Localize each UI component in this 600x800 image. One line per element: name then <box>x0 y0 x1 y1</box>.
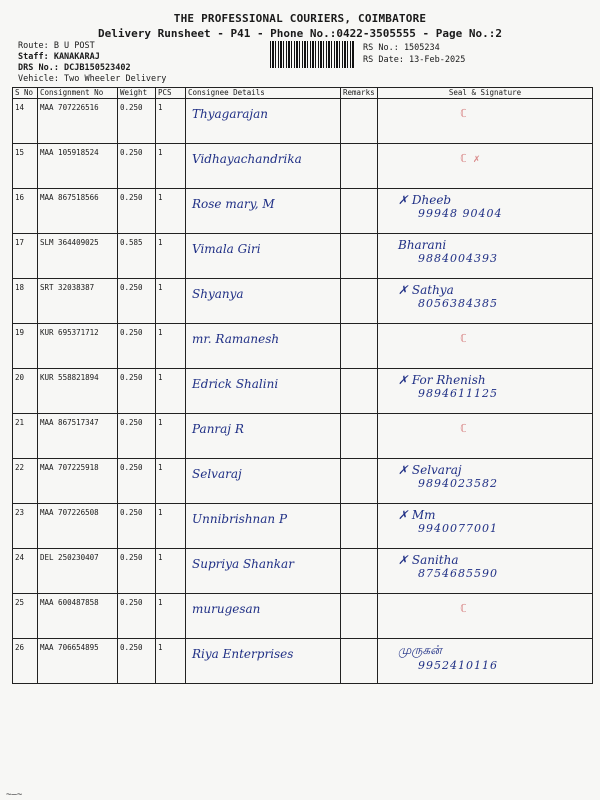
rs-no-label: RS No.: 1505234 <box>363 43 440 53</box>
cell-remarks <box>341 414 378 459</box>
recipient-phone: 9952410116 <box>418 659 498 672</box>
table-row <box>13 324 593 369</box>
cell-weight: 0.250 <box>118 324 156 369</box>
stamp-mark: ℂ <box>460 602 467 615</box>
cell-sno: 14 <box>13 99 38 144</box>
cell-sno: 21 <box>13 414 38 459</box>
signature: ✗ Sathya <box>398 283 454 297</box>
table-row <box>13 279 593 324</box>
route-label: Route: B U POST <box>18 41 95 51</box>
cell-weight: 0.250 <box>118 414 156 459</box>
cell-remarks <box>341 459 378 504</box>
cell-pcs: 1 <box>156 324 186 369</box>
cell-pcs: 1 <box>156 504 186 549</box>
cell-pcs: 1 <box>156 99 186 144</box>
recipient-phone: 9894611125 <box>418 387 498 400</box>
consignee-handwriting: Rose mary, M <box>192 197 275 211</box>
table-row <box>13 414 593 459</box>
consignee-handwriting: Thyagarajan <box>192 107 268 121</box>
stamp-mark: ℂ ✗ <box>460 152 480 165</box>
cell-consignment-no: KUR 695371712 <box>38 324 118 369</box>
cell-consignment-no: MAA 707226508 <box>38 504 118 549</box>
cell-sno: 18 <box>13 279 38 324</box>
cell-consignee <box>186 369 341 414</box>
cell-seal-signature <box>378 324 593 369</box>
cell-seal-signature <box>378 414 593 459</box>
cell-weight: 0.250 <box>118 594 156 639</box>
consignee-handwriting: Panraj R <box>192 422 244 436</box>
consignee-handwriting: Selvaraj <box>192 467 242 481</box>
footer-scribble: ~—~ <box>6 790 23 800</box>
cell-pcs: 1 <box>156 369 186 414</box>
barcode <box>270 41 355 68</box>
cell-seal-signature <box>378 549 593 594</box>
table-row <box>13 549 593 594</box>
cell-consignment-no: MAA 707226516 <box>38 99 118 144</box>
cell-consignee <box>186 549 341 594</box>
runsheet-table <box>12 87 593 684</box>
cell-consignee <box>186 234 341 279</box>
rs-date-label: RS Date: 13-Feb-2025 <box>363 55 466 65</box>
cell-consignee <box>186 504 341 549</box>
cell-seal-signature <box>378 189 593 234</box>
cell-remarks <box>341 144 378 189</box>
cell-sno: 20 <box>13 369 38 414</box>
cell-sno: 24 <box>13 549 38 594</box>
col-remarks: Remarks <box>341 88 378 99</box>
company-title: THE PROFESSIONAL COURIERS, COIMBATORE <box>173 12 427 25</box>
table-header-row <box>13 88 593 99</box>
cell-weight: 0.585 <box>118 234 156 279</box>
cell-sno: 19 <box>13 324 38 369</box>
consignee-handwriting: mr. Ramanesh <box>192 332 280 346</box>
cell-consignment-no: SRT 32038387 <box>38 279 118 324</box>
table-row <box>13 459 593 504</box>
cell-consignee <box>186 324 341 369</box>
stamp-mark: ℂ <box>460 332 467 345</box>
cell-consignment-no: MAA 707225918 <box>38 459 118 504</box>
table-row <box>13 369 593 414</box>
consignee-handwriting: murugesan <box>192 602 261 616</box>
cell-sno: 16 <box>13 189 38 234</box>
stamp-mark: ℂ <box>460 107 467 120</box>
cell-consignment-no: MAA 867518566 <box>38 189 118 234</box>
cell-seal-signature <box>378 504 593 549</box>
cell-seal-signature <box>378 594 593 639</box>
table-row <box>13 594 593 639</box>
cell-seal-signature <box>378 369 593 414</box>
cell-weight: 0.250 <box>118 549 156 594</box>
cell-pcs: 1 <box>156 279 186 324</box>
recipient-phone: 8754685590 <box>418 567 498 580</box>
cell-consignee <box>186 639 341 684</box>
cell-remarks <box>341 594 378 639</box>
cell-consignment-no: DEL 250230407 <box>38 549 118 594</box>
cell-consignee <box>186 189 341 234</box>
cell-weight: 0.250 <box>118 504 156 549</box>
consignee-handwriting: Supriya Shankar <box>192 557 294 571</box>
cell-seal-signature <box>378 234 593 279</box>
table-row <box>13 504 593 549</box>
cell-seal-signature <box>378 459 593 504</box>
cell-pcs: 1 <box>156 639 186 684</box>
cell-pcs: 1 <box>156 459 186 504</box>
table-row <box>13 234 593 279</box>
consignee-handwriting: Vimala Giri <box>192 242 261 256</box>
cell-consignment-no: KUR 558821894 <box>38 369 118 414</box>
cell-consignment-no: MAA 600487858 <box>38 594 118 639</box>
signature: ✗ Sanitha <box>398 553 459 567</box>
cell-remarks <box>341 99 378 144</box>
recipient-phone: 9940077001 <box>418 522 498 535</box>
cell-remarks <box>341 279 378 324</box>
consignee-handwriting: Edrick Shalini <box>192 377 279 391</box>
cell-remarks <box>341 639 378 684</box>
signature: ✗ Dheeb <box>398 193 452 207</box>
consignee-handwriting: Vidhayachandrika <box>192 152 302 166</box>
cell-consignee <box>186 414 341 459</box>
cell-weight: 0.250 <box>118 144 156 189</box>
recipient-phone: 9894023582 <box>418 477 498 490</box>
cell-remarks <box>341 549 378 594</box>
col-pcs: PCS <box>156 88 186 99</box>
cell-consignee <box>186 144 341 189</box>
cell-weight: 0.250 <box>118 459 156 504</box>
consignee-handwriting: Shyanya <box>192 287 244 301</box>
stamp-mark: ℂ <box>460 422 467 435</box>
cell-pcs: 1 <box>156 594 186 639</box>
cell-sno: 26 <box>13 639 38 684</box>
cell-seal-signature <box>378 99 593 144</box>
cell-weight: 0.250 <box>118 99 156 144</box>
table-row <box>13 639 593 684</box>
vehicle-label: Vehicle: Two Wheeler Delivery <box>18 74 167 84</box>
cell-consignment-no: MAA 867517347 <box>38 414 118 459</box>
signature: ✗ Selvaraj <box>398 463 462 477</box>
col-consignee: Consignee Details <box>186 88 341 99</box>
cell-consignment-no: SLM 364409025 <box>38 234 118 279</box>
signature: ✗ Mm <box>398 508 436 522</box>
signature: ✗ For Rhenish <box>398 373 486 387</box>
cell-remarks <box>341 369 378 414</box>
cell-consignment-no: MAA 706654895 <box>38 639 118 684</box>
cell-consignee <box>186 594 341 639</box>
col-consignment: Consignment No <box>38 88 118 99</box>
cell-remarks <box>341 234 378 279</box>
table-row <box>13 99 593 144</box>
cell-sno: 15 <box>13 144 38 189</box>
cell-sno: 25 <box>13 594 38 639</box>
cell-weight: 0.250 <box>118 369 156 414</box>
recipient-phone: 99948 90404 <box>418 207 503 220</box>
cell-pcs: 1 <box>156 144 186 189</box>
cell-weight: 0.250 <box>118 639 156 684</box>
cell-sno: 22 <box>13 459 38 504</box>
consignee-handwriting: Riya Enterprises <box>192 647 294 661</box>
col-seal-signature: Seal & Signature <box>378 88 593 99</box>
cell-seal-signature <box>378 639 593 684</box>
cell-consignee <box>186 99 341 144</box>
signature: முருகன் <box>398 643 442 657</box>
recipient-phone: 9884004393 <box>418 252 498 265</box>
signature: Bharani <box>398 238 447 252</box>
cell-seal-signature <box>378 279 593 324</box>
cell-consignment-no: MAA 105918524 <box>38 144 118 189</box>
col-weight: Weight <box>118 88 156 99</box>
cell-sno: 17 <box>13 234 38 279</box>
staff-label: Staff: KANAKARAJ <box>18 52 100 62</box>
cell-consignee <box>186 459 341 504</box>
cell-sno: 23 <box>13 504 38 549</box>
cell-pcs: 1 <box>156 189 186 234</box>
consignee-handwriting: Unnibrishnan P <box>192 512 288 526</box>
cell-consignee <box>186 279 341 324</box>
cell-remarks <box>341 504 378 549</box>
drs-label: DRS No.: DCJB150523402 <box>18 63 131 73</box>
recipient-phone: 8056384385 <box>418 297 498 310</box>
runsheet-title: Delivery Runsheet - P41 - Phone No.:0422-3505555 - Page No.:2 <box>98 27 502 40</box>
table-row <box>13 189 593 234</box>
cell-remarks <box>341 324 378 369</box>
cell-weight: 0.250 <box>118 279 156 324</box>
cell-remarks <box>341 189 378 234</box>
cell-pcs: 1 <box>156 234 186 279</box>
table-row <box>13 144 593 189</box>
cell-seal-signature <box>378 144 593 189</box>
cell-pcs: 1 <box>156 549 186 594</box>
cell-pcs: 1 <box>156 414 186 459</box>
col-sno: S No <box>13 88 38 99</box>
cell-weight: 0.250 <box>118 189 156 234</box>
